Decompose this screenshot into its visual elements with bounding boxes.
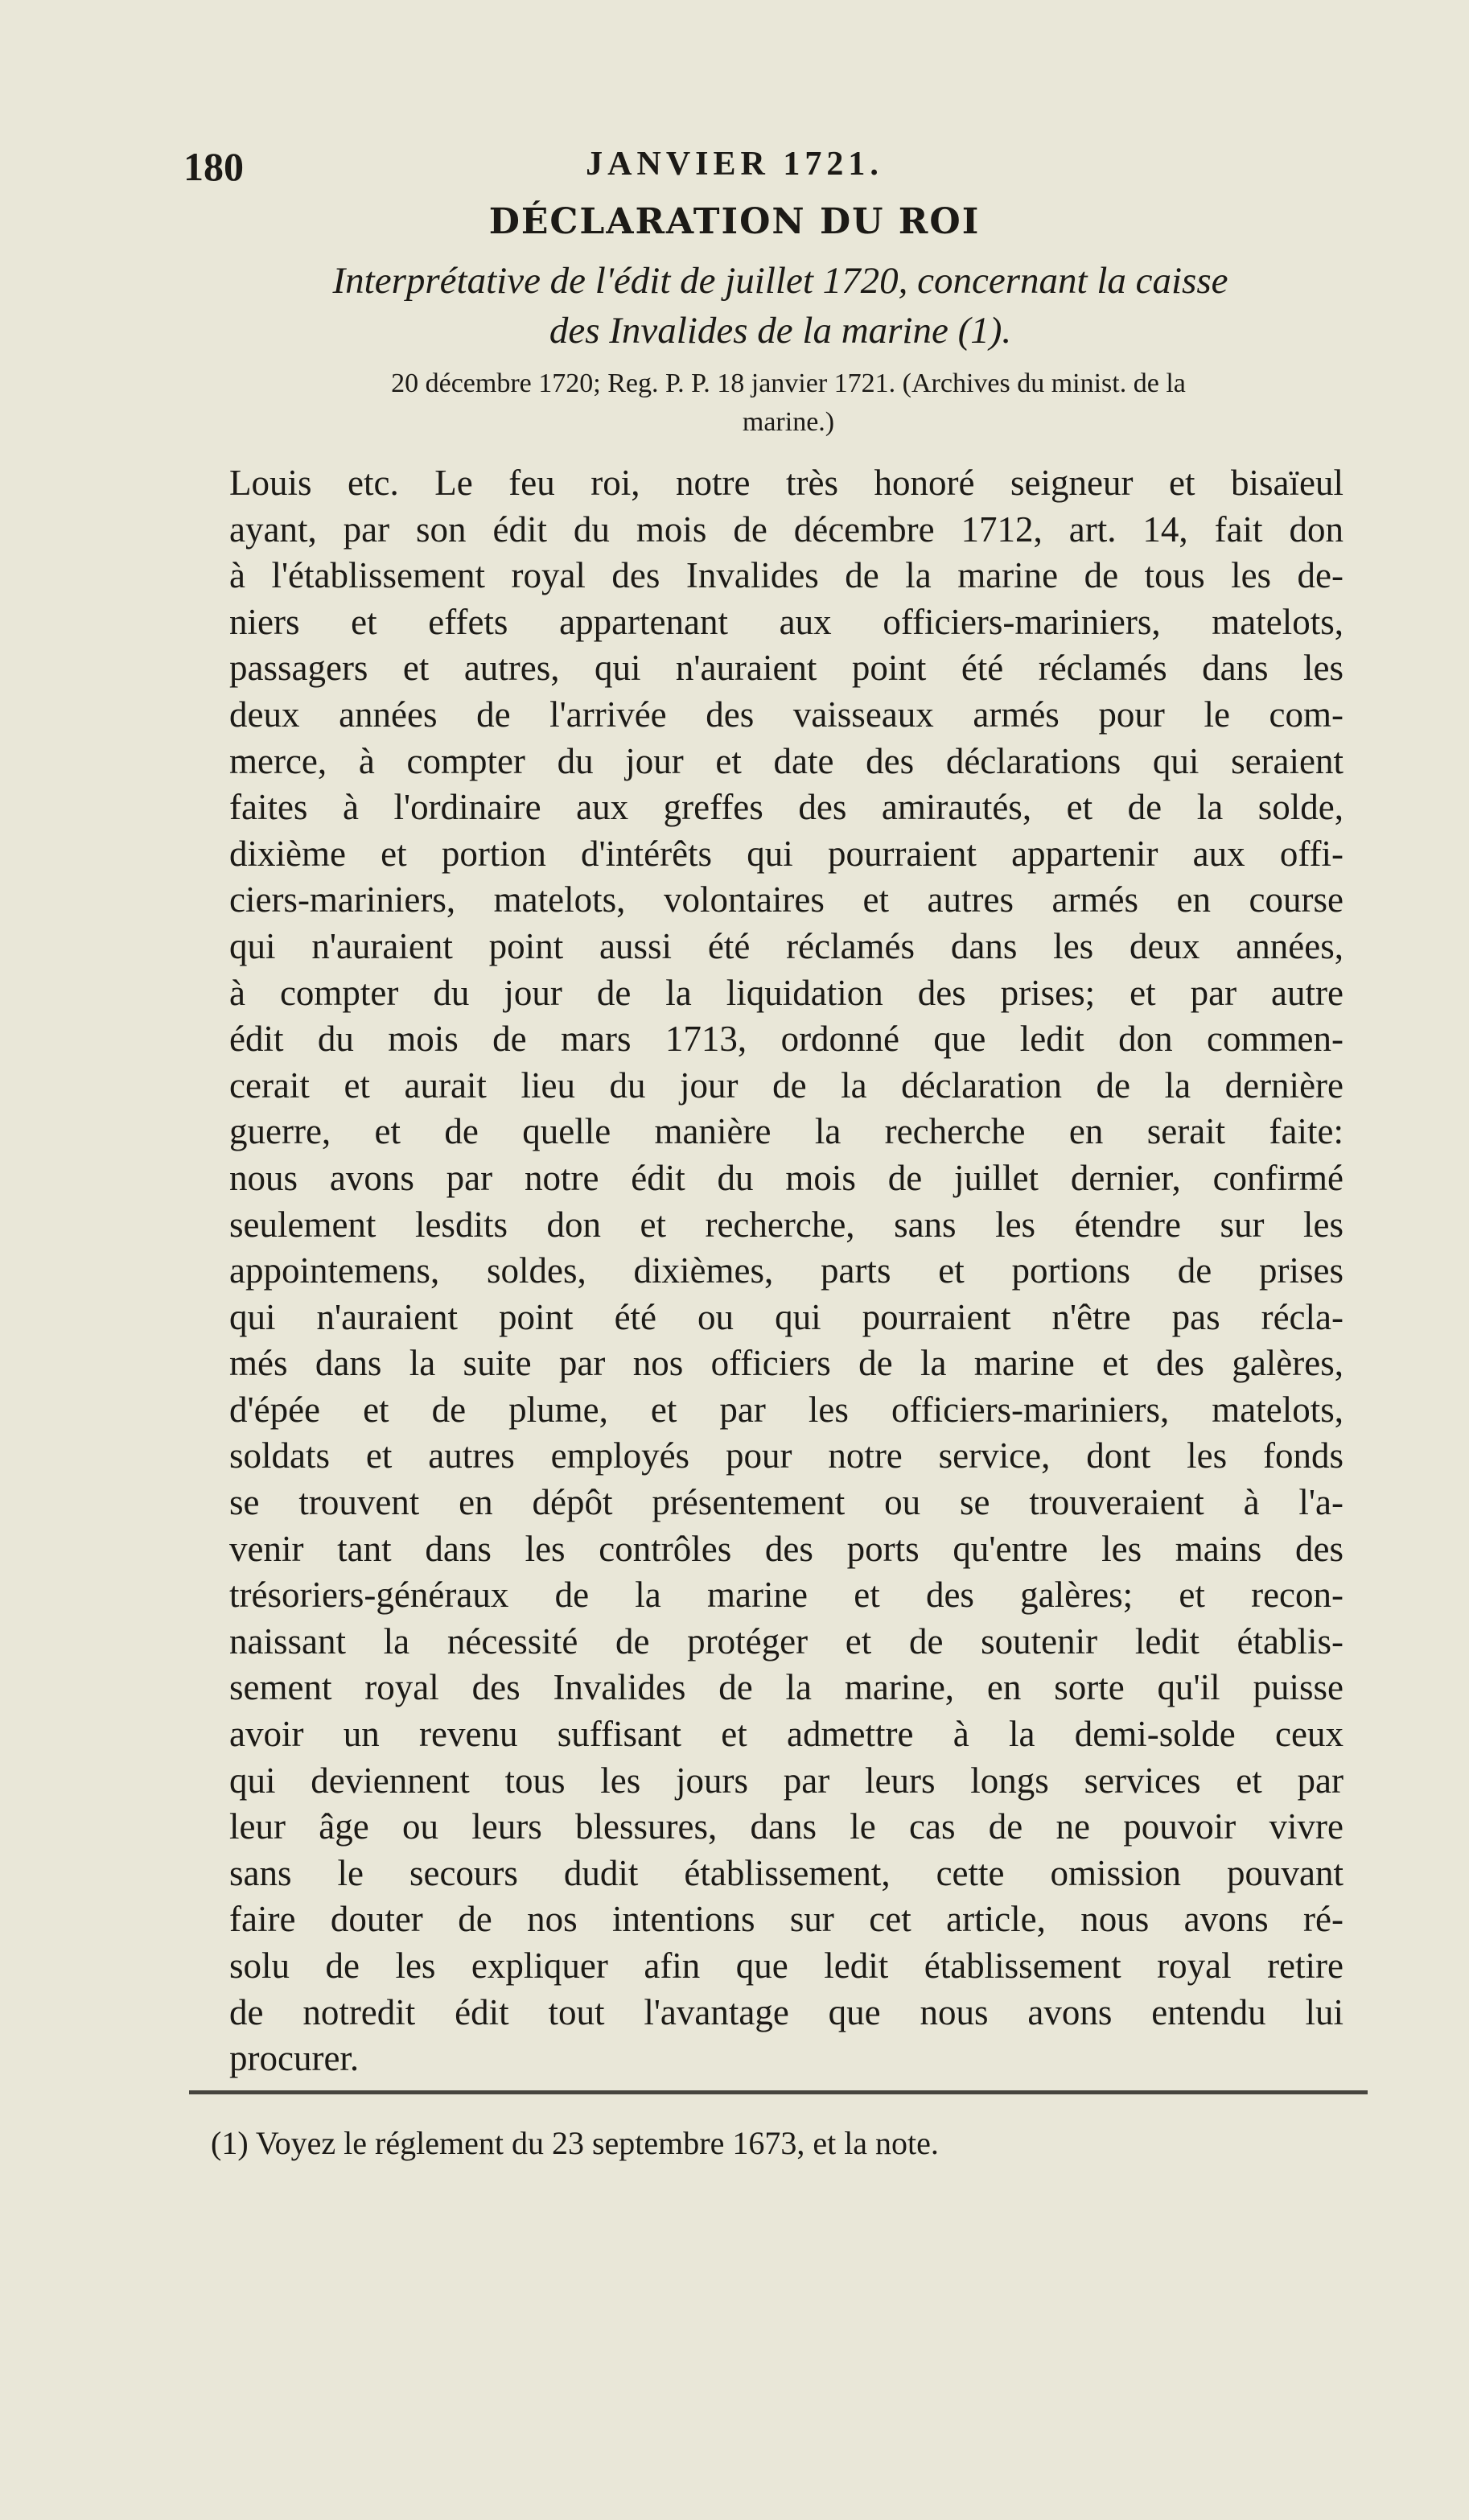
body-line: trésoriers-généraux de la marine et des galères; et recon- bbox=[229, 1575, 1343, 1616]
body-text bbox=[229, 460, 1343, 2082]
body-line: qui n'auraient point été ou qui pourraient n'être pas récla- bbox=[229, 1296, 1343, 1337]
body-line: naissant la nécessité de protéger et de soutenir ledit établis- bbox=[229, 1620, 1343, 1661]
subtitle-line: Interprétative de l'édit de juillet 1720, concernant la caisse bbox=[332, 260, 1228, 302]
body-line: més dans la suite par nos officiers de la marine et des galères, bbox=[229, 1343, 1343, 1384]
source-citation: 20 décembre 1720; Reg. P. P. 18 janvier 1721. (Archives du minist. de la bbox=[391, 369, 1186, 398]
body-line: dixième et portion d'intérêts qui pourraient appartenir aux offi- bbox=[229, 833, 1343, 874]
footnote: (1) Voyez le réglement du 23 septembre 1673, et la note. bbox=[211, 2125, 939, 2161]
body-line: nous avons par notre édit du mois de juillet dernier, confirmé bbox=[229, 1157, 1343, 1198]
body-line: ayant, par son édit du mois de décembre 1712, art. 14, fait don bbox=[229, 509, 1343, 550]
source-citation: marine.) bbox=[742, 407, 835, 437]
body-line: à compter du jour de la liquidation des prises; et par autre bbox=[229, 972, 1343, 1013]
body-line: procurer. bbox=[229, 2038, 360, 2079]
body-line: à l'établissement royal des Invalides de la marine de tous les de- bbox=[229, 555, 1343, 596]
subtitle-line: des Invalides de la marine (1). bbox=[549, 310, 1012, 352]
body-line: se trouvent en dépôt présentement ou se trouveraient à l'a- bbox=[229, 1482, 1343, 1523]
page-number: 180 bbox=[183, 144, 244, 189]
body-line: seulement lesdits don et recherche, sans les étendre sur les bbox=[229, 1204, 1343, 1245]
body-line: Louis etc. Le feu roi, notre très honoré seigneur et bisaïeul bbox=[229, 463, 1343, 503]
body-line: faites à l'ordinaire aux greffes des amirautés, et de la solde, bbox=[229, 787, 1343, 828]
body-line: qui n'auraient point aussi été réclamés dans les deux années, bbox=[229, 925, 1343, 966]
body-line: leur âge ou leurs blessures, dans le cas de ne pouvoir vivre bbox=[229, 1806, 1343, 1847]
body-line: ciers-mariniers, matelots, volontaires et autres armés en course bbox=[229, 879, 1343, 920]
body-line: passagers et autres, qui n'auraient point été réclamés dans les bbox=[229, 648, 1343, 689]
body-line: venir tant dans les contrôles des ports qu'entre les mains des bbox=[229, 1528, 1343, 1569]
body-line: sans le secours dudit établissement, cette omission pouvant bbox=[229, 1852, 1343, 1893]
body-line: avoir un revenu suffisant et admettre à la demi-solde ceux bbox=[229, 1714, 1343, 1755]
body-line: sement royal des Invalides de la marine, en sorte qu'il puisse bbox=[229, 1667, 1343, 1708]
body-line: merce, à compter du jour et date des déclarations qui seraient bbox=[229, 740, 1343, 781]
body-line: d'épée et de plume, et par les officiers-mariniers, matelots, bbox=[229, 1389, 1343, 1430]
body-line: de notredit édit tout l'avantage que nous avons entendu lui bbox=[229, 1991, 1343, 2032]
body-line: faire douter de nos intentions sur cet article, nous avons ré- bbox=[229, 1899, 1343, 1940]
footnote-divider bbox=[189, 2090, 1368, 2094]
body-line: cerait et aurait lieu du jour de la déclaration de la dernière bbox=[229, 1064, 1343, 1106]
body-line: deux années de l'arrivée des vaisseaux armés pour le com- bbox=[229, 694, 1343, 735]
document-title: DÉCLARATION DU ROI bbox=[488, 201, 981, 242]
body-line: solu de les expliquer afin que ledit établissement royal retire bbox=[229, 1946, 1343, 1986]
body-line: soldats et autres employés pour notre service, dont les fonds bbox=[229, 1435, 1343, 1476]
body-line: appointemens, soldes, dixièmes, parts et portions de prises bbox=[229, 1250, 1343, 1291]
body-line: qui deviennent tous les jours par leurs longs services et par bbox=[229, 1760, 1343, 1801]
body-line: édit du mois de mars 1713, ordonné que ledit don commen- bbox=[229, 1019, 1343, 1060]
running-head: JANVIER 1721. bbox=[586, 146, 883, 183]
body-line: niers et effets appartenant aux officiers-mariniers, matelots, bbox=[229, 601, 1343, 642]
body-line: guerre, et de quelle manière la recherche en serait faite: bbox=[229, 1111, 1343, 1152]
